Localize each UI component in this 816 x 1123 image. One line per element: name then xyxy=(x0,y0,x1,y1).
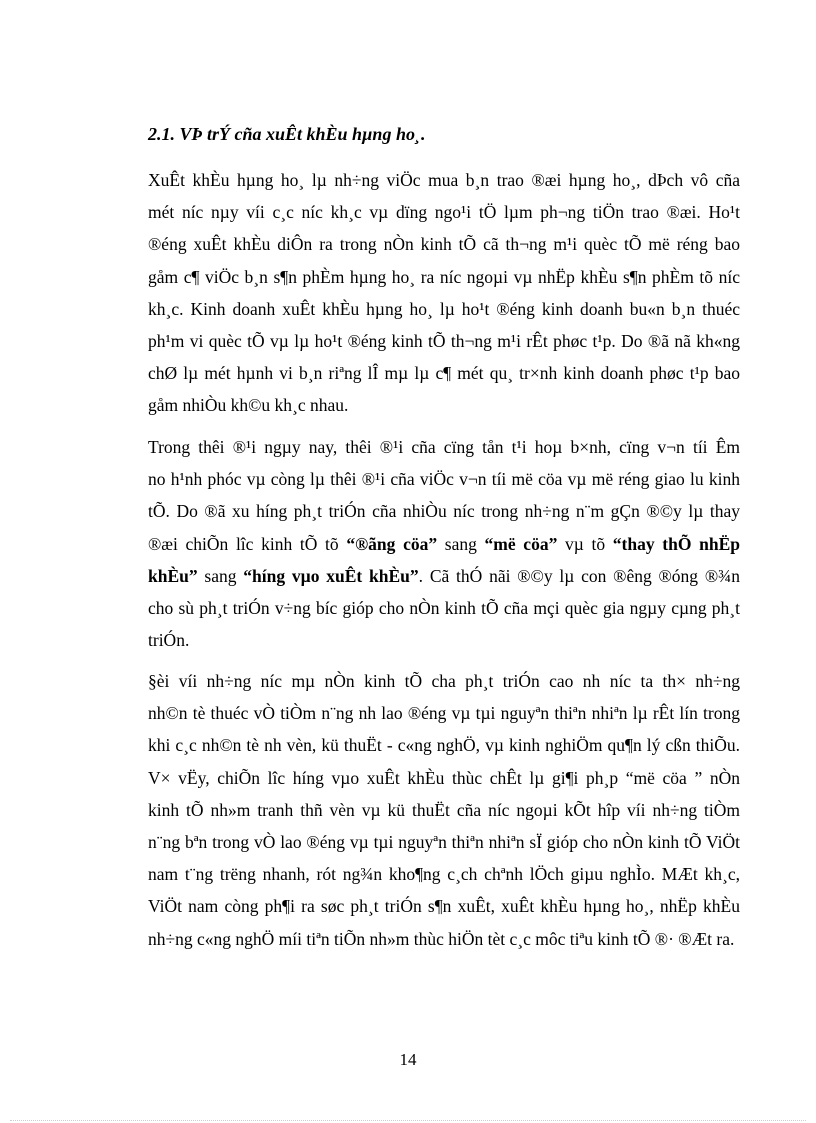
text-segment: sang xyxy=(197,565,244,586)
paragraph-line: ®éng xuÊt khÈu diÔn ra trong nÒn kinh tÕ cã th¬ng m¹i quèc tÕ më réng bao xyxy=(148,234,740,255)
paragraph-line: Trong thêi ®¹i ngµy nay, thêi ®¹i cña cïng tån t¹i hoµ b×nh, cïng v¬n tíi Êm xyxy=(148,437,740,457)
text-segment: ®æi chiÕn lîc kinh tÕ tõ xyxy=(148,533,347,554)
paragraph-line: no h¹nh phóc vµ còng lµ thêi ®¹i cña viÖc v¬n tíi më cöa vµ më réng giao lu kinh xyxy=(148,469,740,490)
text-segment: vµ tõ xyxy=(557,533,613,554)
quoted-term: “më cöa” xyxy=(484,533,558,554)
paragraph-line: nh÷ng c«ng nghÖ míi tiªn tiÕn nh»m thùc hiÖn tèt c¸c môc tiªu kinh tÕ ®· ®Æt ra. xyxy=(148,928,735,949)
line-text: XuÊt khÈu hµng ho¸ lµ nh÷ng viÖc mua b¸n trao ®æi hµng ho¸, dÞch vô cña xyxy=(148,170,740,190)
text-segment: sang xyxy=(437,533,485,554)
section-heading: 2.1. VÞ trÝ cña xuÊt khÈu hµng ho¸. xyxy=(148,124,426,144)
text-segment: . Cã thÓ nãi ®©y lµ con ®êng ®óng ®¾n xyxy=(418,565,741,586)
paragraph-line: chØ lµ mét hµnh vi b¸n riªng lÎ mµ lµ c¶ mét qu¸ tr×nh kinh doanh phøc t¹p bao xyxy=(148,363,740,384)
paragraph-line: kinh tÕ nh»m tranh thñ vèn vµ kü thuËt cña níc ngoµi kÕt hîp víi nh÷ng tiÒm xyxy=(148,799,740,820)
paragraph-line: §èi víi nh÷ng níc mµ nÒn kinh tÕ cha ph¸t triÓn cao nh níc ta th× nh÷ng xyxy=(148,671,740,691)
paragraph-line: ViÖt nam còng ph¶i ra søc ph¸t triÓn s¶n xuÊt, xuÊt khÈu hµng ho¸, nhËp khÈu xyxy=(148,896,740,917)
paragraph-line: ph¹m vi quèc tÕ vµ lµ ho¹t ®éng kinh tÕ th¬ng m¹i rÊt phøc t¹p. Do ®ã nã kh«ng xyxy=(148,331,740,352)
paragraph-line xyxy=(148,528,740,560)
quoted-term: “thay thÕ nhËp xyxy=(612,533,740,554)
paragraph-line: gåm nhiÒu kh©u kh¸c nhau. xyxy=(148,395,349,416)
paragraph-3 xyxy=(148,665,740,955)
paragraph-line: n¨ng bªn trong vÒ lao ®éng vµ tµi nguyªn thiªn nhiªn sÏ gióp cho nÒn kinh tÕ ViÖt xyxy=(148,832,740,853)
paragraph-1 xyxy=(148,164,740,422)
paragraph-line: nam t¨ng trëng nhanh, rót ng¾n kho¶ng c¸ch chªnh lÖch giµu nghÌo. MÆt kh¸c, xyxy=(148,864,740,885)
paragraph-line: gåm c¶ viÖc b¸n s¶n phÈm hµng ho¸ ra níc ngoµi vµ nhËp khÈu s¶n phÈm tõ níc xyxy=(148,266,740,287)
paragraph-line: nh©n tè thuéc vÒ tiÒm n¨ng nh lao ®éng vµ tµi nguyªn thiªn nhiªn lµ rÊt lín trong xyxy=(148,703,740,724)
page-number: 14 xyxy=(399,1050,417,1069)
paragraph-line: cho sù ph¸t triÓn v÷ng bíc gióp cho nÒn kinh tÕ cña mçi quèc gia ngµy cµng ph¸t xyxy=(148,598,740,619)
paragraph-line: mét níc nµy víi c¸c níc kh¸c vµ dïng ngo¹i tÖ lµm ph¬ng tiÖn trao ®æi. Ho¹t xyxy=(148,202,740,223)
quoted-term: “híng vµo xuÊt khÈu” xyxy=(243,565,419,586)
paragraph-line: tÕ. Do ®ã xu híng ph¸t triÓn cña nhiÒu níc trong nh÷ng n¨m gÇn ®©y lµ thay xyxy=(148,501,740,522)
quoted-term: khÈu” xyxy=(148,565,198,586)
quoted-term: “®ãng cöa” xyxy=(346,533,438,554)
paragraph-2 xyxy=(148,431,740,656)
page-bottom-divider xyxy=(10,1120,806,1121)
paragraph-line xyxy=(148,164,740,196)
paragraph-line xyxy=(148,560,740,592)
paragraph-line: V× vËy, chiÕn lîc híng vµo xuÊt khÈu thùc chÊt lµ gi¶i ph¸p “më cöa ” nÒn xyxy=(148,767,740,788)
paragraph-line: khi c¸c nh©n tè nh vèn, kü thuËt - c«ng nghÖ, vµ kinh nghiÖm qu¶n lý cßn thiÕu. xyxy=(148,735,740,756)
paragraph-line: triÓn. xyxy=(148,630,190,651)
paragraph-line: kh¸c. Kinh doanh xuÊt khÈu hµng ho¸ lµ ho¹t ®éng kinh doanh bu«n b¸n thuéc xyxy=(148,298,740,319)
